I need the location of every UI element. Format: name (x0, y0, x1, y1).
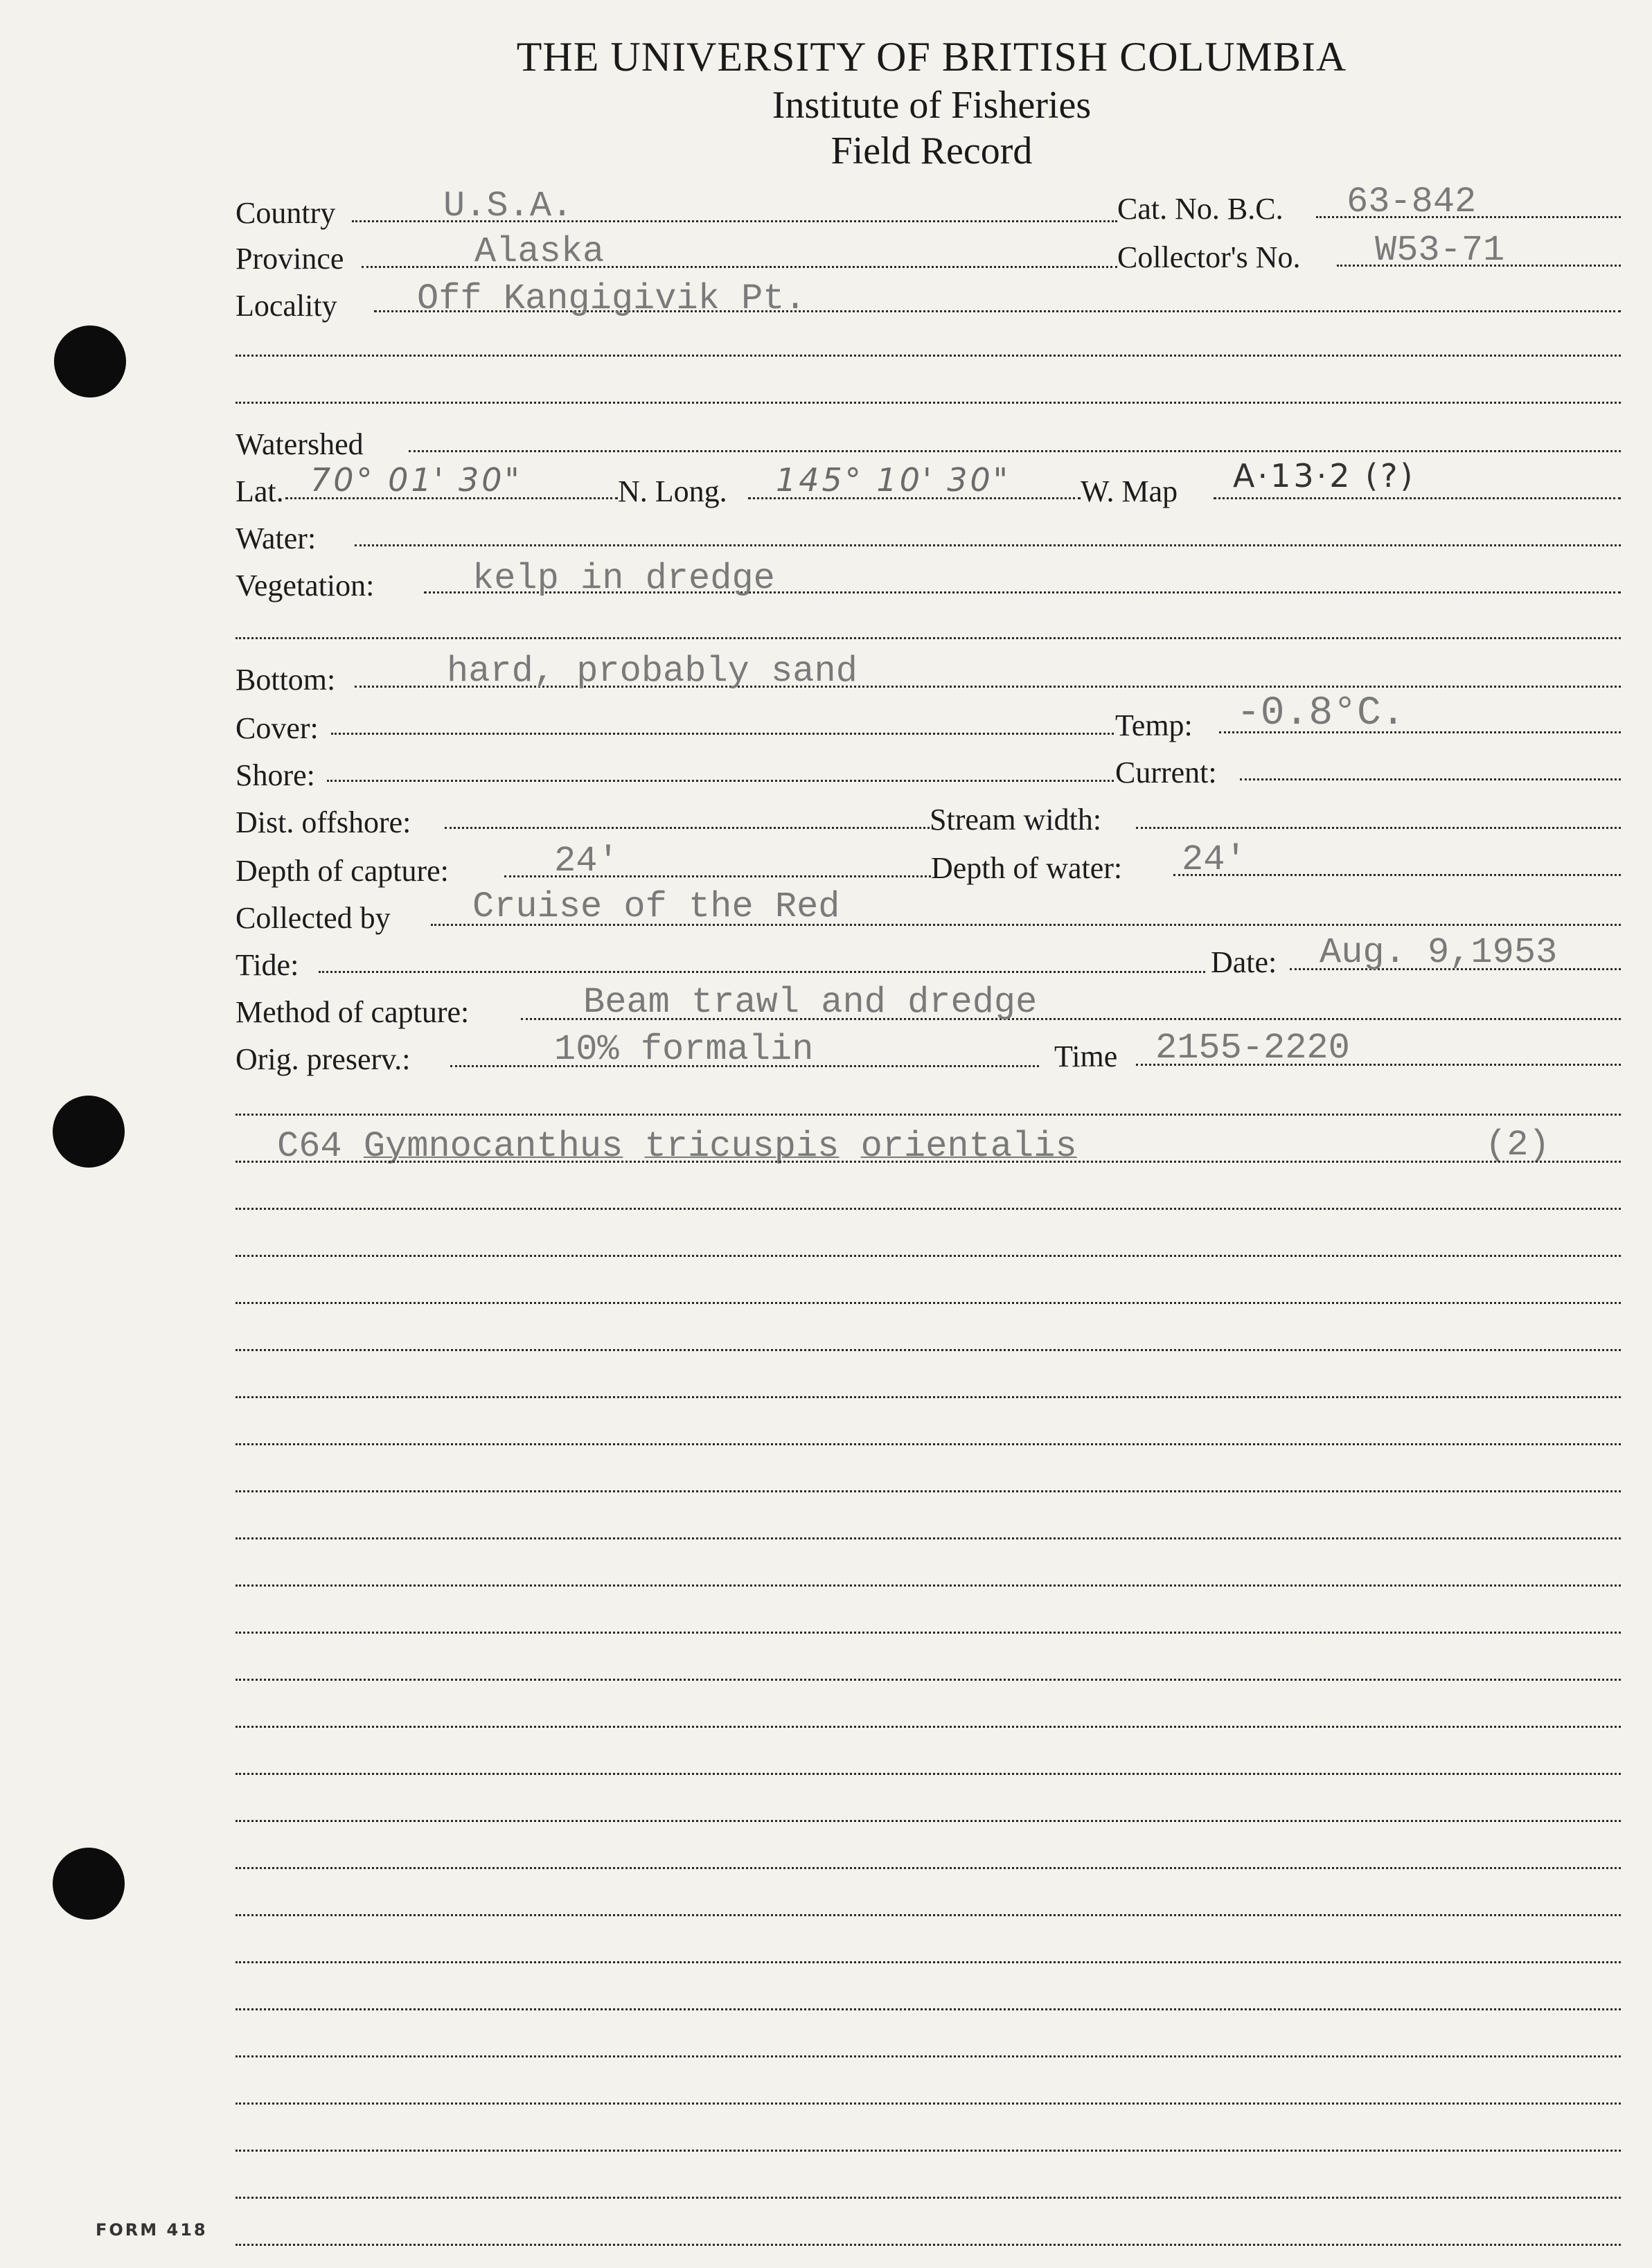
map-line (1214, 497, 1621, 499)
university-title: THE UNIVERSITY OF BRITISH COLUMBIA (516, 34, 1347, 80)
date-value: Aug. 9,1953 (1320, 932, 1558, 973)
depth-capture-label: Depth of capture: (236, 854, 449, 888)
lat-label: Lat. (236, 474, 284, 508)
collectors-no-label: Collector's No. (1117, 240, 1301, 274)
bottom-value: hard, probably sand (447, 651, 858, 692)
blank-line (236, 1867, 1621, 1869)
depth-capture-value: 24' (554, 841, 619, 882)
blank-line (236, 2150, 1621, 2152)
collected-by-value: Cruise of the Red (472, 886, 840, 927)
water-line (355, 544, 1621, 546)
cover-label: Cover: (236, 711, 319, 745)
n-long-label: N. Long. (618, 474, 727, 508)
shore-label: Shore: (236, 758, 315, 792)
province-label: Province (236, 242, 344, 276)
shore-line (327, 780, 1114, 782)
temp-label: Temp: (1115, 708, 1193, 742)
method-label: Method of capture: (236, 995, 470, 1029)
water-label: Water: (236, 521, 317, 555)
method-value: Beam trawl and dredge (583, 982, 1038, 1023)
watershed-line (409, 450, 1621, 452)
stream-width-label: Stream width: (930, 803, 1102, 837)
vegetation-value: kelp in dredge (472, 558, 775, 599)
orig-preserv-value: 10% formalin (554, 1029, 814, 1070)
punch-hole-top (54, 325, 126, 398)
specimen-code: C64 (277, 1126, 342, 1167)
locality-value: Off Kangigivik Pt. (417, 278, 806, 319)
map-value: A·13·2 (?) (1233, 457, 1416, 494)
punch-hole-bottom (53, 1848, 125, 1920)
cat-no-value: 63-842 (1347, 181, 1477, 222)
blank-line (236, 1679, 1621, 1681)
punch-hole-middle (53, 1096, 125, 1168)
blank-line (236, 1537, 1621, 1539)
blank-line (236, 2102, 1621, 2105)
dist-offshore-line (445, 827, 930, 829)
vegetation-label: Vegetation: (236, 569, 375, 602)
depth-water-label: Depth of water: (931, 851, 1123, 885)
depth-water-value: 24' (1182, 839, 1247, 880)
record-title: Field Record (831, 130, 1033, 172)
blank-line (236, 1349, 1621, 1351)
long-value: 145° 10' 30" (776, 461, 1011, 499)
blank-line (236, 1726, 1621, 1728)
vegetation-line-2 (236, 637, 1621, 639)
country-label: Country (236, 196, 336, 230)
collected-by-label: Collected by (236, 901, 391, 935)
cat-no-label: Cat. No. B.C. (1117, 192, 1284, 226)
tide-line (319, 971, 1205, 973)
blank-line (236, 1632, 1621, 1634)
blank-line (236, 1914, 1621, 1916)
country-value: U.S.A. (443, 186, 574, 226)
blank-line (236, 1820, 1621, 1822)
locality-label: Locality (236, 289, 337, 323)
tide-label: Tide: (236, 948, 299, 982)
time-value: 2155-2220 (1155, 1028, 1350, 1069)
blank-line (236, 1255, 1621, 1257)
time-label: Time (1054, 1039, 1118, 1073)
bottom-label: Bottom: (236, 663, 336, 697)
w-map-label: W. Map (1081, 474, 1178, 508)
blank-line (236, 1396, 1621, 1398)
blank-line (236, 1584, 1621, 1587)
specimen-entry (277, 1126, 1077, 1167)
blank-line (236, 2244, 1621, 2246)
dist-offshore-label: Dist. offshore: (236, 805, 411, 839)
blank-line (236, 2197, 1621, 2199)
lat-value: 70° 01' 30" (310, 461, 522, 499)
specimen-genus: Gymnocanthus (363, 1126, 623, 1167)
date-label: Date: (1211, 945, 1277, 979)
form-number: FORM 418 (96, 2220, 208, 2240)
locality-line-3 (236, 402, 1621, 404)
blank-line (236, 2055, 1621, 2057)
watershed-label: Watershed (236, 427, 364, 461)
blank-line (236, 1443, 1621, 1445)
blank-line (236, 1490, 1621, 1492)
temp-value: -0.8°C. (1236, 691, 1405, 736)
blank-line (236, 1773, 1621, 1775)
orig-preserv-label: Orig. preserv.: (236, 1042, 411, 1076)
blank-line (236, 1302, 1621, 1304)
blank-line (236, 1961, 1621, 1963)
current-label: Current: (1115, 756, 1217, 789)
stream-width-line (1136, 827, 1621, 829)
specimen-species: tricuspis (644, 1126, 840, 1167)
current-line (1240, 778, 1621, 780)
locality-line-2 (236, 355, 1621, 357)
collectors-no-value: W53-71 (1375, 230, 1505, 271)
specimen-subspecies: orientalis (860, 1126, 1077, 1167)
cover-line (331, 733, 1114, 735)
specimen-line (236, 1161, 1621, 1163)
blank-line-a (236, 1114, 1621, 1116)
province-value: Alaska (474, 231, 605, 272)
blank-line (236, 2008, 1621, 2010)
blank-line (236, 1208, 1621, 1210)
institute-title: Institute of Fisheries (772, 84, 1092, 127)
specimen-count: (2) (1485, 1125, 1550, 1166)
